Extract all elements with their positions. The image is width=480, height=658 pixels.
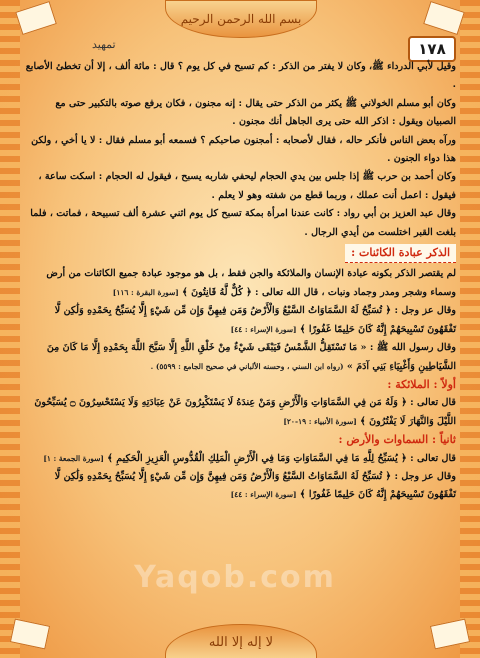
hadith-text: وقال رسول الله ﷺ : « مَا تَسْتَقِلُّ الشَّمْسُ فَيَبْقَى شَيْءٌ مِنْ خَلْقِ اللَّهِ إِلَّا سَبَّحَ اللَّهَ بِحَمْدِهِ إِلَّا مَا كَانَ مِنَ الشَّيَاطِينِ وَأَغْبِيَاءِ بَنِي آدَمَ »	[46, 342, 456, 372]
verse-text: وقال عز وجل : ﴿ تُسَبِّحُ لَهُ السَّمَاوَاتُ السَّبْعُ وَالْأَرْضُ وَمَن فِيهِنَّ وَإِن مِّن شَيْءٍ إِلَّا يُسَبِّحُ بِحَمْدِهِ وَلَٰكِن لَّا تَفْقَهُونَ تَسْبِيحَهُمْ إِنَّهُ كَانَ حَلِيمًا غَفُورًا ﴾	[54, 305, 456, 335]
right-border-ornament	[460, 0, 480, 658]
paragraph	[24, 468, 456, 505]
verse-text: وقال عز وجل : ﴿ تُسَبِّحُ لَهُ السَّمَاوَاتُ السَّبْعُ وَالْأَرْضُ وَمَن فِيهِنَّ وَإِن مِّن شَيْءٍ إِلَّا يُسَبِّحُ بِحَمْدِهِ وَلَٰكِن لَّا تَفْقَهُونَ تَسْبِيحَهُمْ إِنَّهُ كَانَ حَلِيمًا غَفُورًا ﴾	[54, 470, 456, 501]
section-marker: تمهيد	[92, 38, 116, 51]
basmala-text: بسم الله الرحمن الرحيم	[180, 12, 302, 26]
paragraph	[24, 450, 456, 468]
section-heading: الذكر عبادة الكائنات :	[345, 244, 456, 263]
paragraph	[24, 265, 456, 302]
basmala-banner	[165, 0, 317, 38]
paragraph	[24, 339, 456, 376]
book-ornament-icon	[15, 1, 57, 35]
paragraph	[24, 394, 456, 431]
page-body	[24, 58, 456, 618]
shahada-banner	[165, 624, 317, 658]
watermark: Yaqob.com	[134, 560, 336, 595]
left-border-ornament	[0, 0, 20, 658]
verse-text: قال تعالى : ﴿ يُسَبِّحُ لِلَّهِ مَا فِي السَّمَاوَاتِ وَمَا فِي الْأَرْضِ الْمَلِكِ الْقُدُّوسِ الْعَزِيزِ الْحَكِيمِ ﴾	[107, 452, 456, 464]
paragraph: وكان أحمد بن حرب ﷺ إذا جلس بين يدي الحجام ليحفي شاربه يسبح ، فيقول له الحجام : اسكت ساعة ، فيقول : اعمل أنت عملك ، وربما قطع من شفته وهو لا يعلم .	[38, 171, 456, 201]
reference: [سورة الإسراء : ٤٤]	[230, 490, 297, 500]
paragraph: وقيل لأبي الدرداء ﷺ، وكان لا يفتر من الذكر : كم تسبح في كل يوم ؟ قال : مائة ألف ، إلا أن تخطئ الأصابع .	[25, 61, 456, 91]
paragraph	[24, 302, 456, 339]
paragraph: ورآه بعض الناس فأنكر حاله ، فقال لأصحابه : أمجنون صاحبكم ؟ فسمعه أبو مسلم فقال : لا يا أخي ، ولكن هذا دواء الجنون .	[31, 134, 456, 165]
reference: [سورة الأنبياء : ١٩-٢٠]	[283, 416, 357, 426]
page-number: ١٧٨	[408, 36, 456, 62]
book-ornament-icon	[423, 1, 465, 35]
reference: (رواه ابن السني ، وحسنه الألباني في صحيح الجامع : ٥٥٩٩) .	[150, 361, 344, 371]
subsection-heading: أولاً : الملائكة :	[387, 377, 456, 391]
reference: [سورة الجمعة : ١]	[43, 453, 104, 463]
paragraph: وقال عبد العزيز بن أبي رواد : كانت عندنا امرأة بمكة تسبح كل يوم اثني عشرة ألف تسبيحة ، فماتت ، فلما بلغت القبر اختلست من أيدي الرجال .	[30, 208, 456, 238]
paragraph-text: لم يقتصر الذكر بكونه عبادة الإنسان والملائكة والجن فقط ، بل هو موجود عبادة جميع الكائنات من أرض وسماء وشجر ومدر وجماد ونبات ، قال الله تعالى : ﴿ كُلٌّ لَّهُ قَانِتُونَ ﴾	[46, 268, 456, 298]
paragraph: وكان أبو مسلم الخولاني ﷺ يكثر من الذكر حتى يقال : إنه مجنون ، فكان يرفع صوته بالتكبير حتى مع الصبيان ويقول : اذكر الله حتى يرى الجاهل أنك مجنون .	[55, 97, 456, 128]
reference: [سورة البقرة : ١١٦]	[112, 287, 179, 297]
reference: [سورة الإسراء : ٤٤]	[230, 324, 297, 334]
shahada-text: لا إله إلا الله	[208, 634, 274, 650]
subsection-heading: ثانياً : السماوات والأرض :	[338, 433, 456, 447]
verse-text: قال تعالى : ﴿ وَلَهُ مَن فِي السَّمَاوَاتِ وَالْأَرْضِ وَمَنْ عِندَهُ لَا يَسْتَكْبِرُونَ عَنْ عِبَادَتِهِ وَلَا يَسْتَحْسِرُونَ ۝ يُسَبِّحُونَ اللَّيْلَ وَالنَّهَارَ لَا يَفْتُرُونَ ﴾	[34, 397, 456, 427]
